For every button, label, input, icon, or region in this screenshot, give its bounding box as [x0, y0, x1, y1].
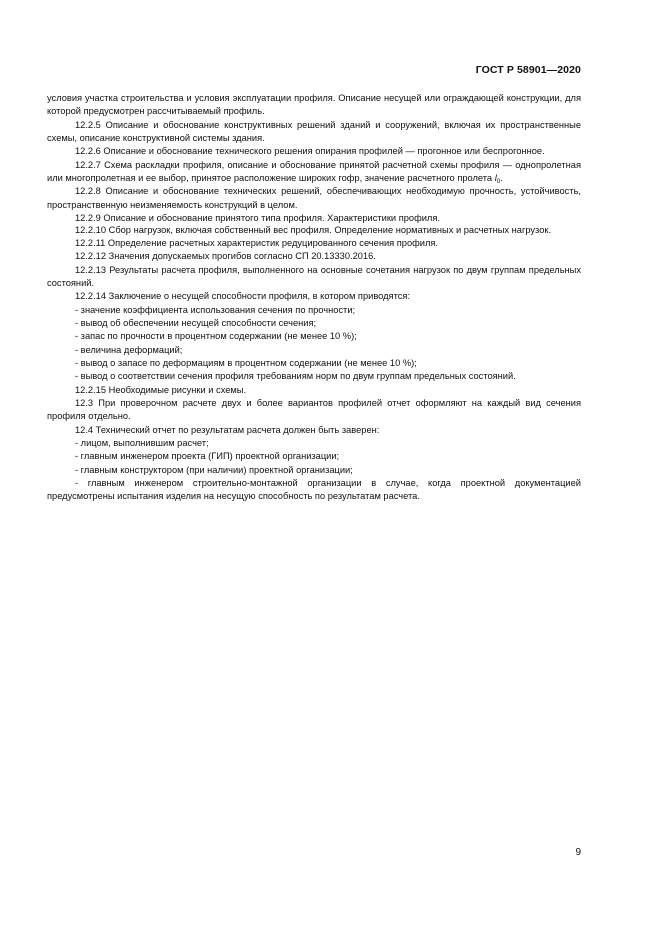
list-item: - вывод об обеспечении несущей способности сечения; — [75, 318, 317, 328]
list-item: - величина деформаций; — [75, 344, 183, 355]
paragraph-12-2-9: 12.2.9 Описание и обоснование принятого типа профиля. Характеристики профиля. — [75, 213, 440, 224]
list-item: - главным инженером строительно-монтажной организации в случае, когда проектной документацией предусмотрены испытания изделия на несущую способность по результатам расчета. — [47, 478, 581, 502]
paragraph-12-2-14: 12.2.14 Заключение о несущей способности профиля, в котором приводятся: — [75, 291, 411, 302]
list-item: - запас по прочности в процентном содержании (не менее 10 %); — [75, 331, 357, 342]
paragraph-12-2-12: 12.2.12 Значения допускаемых прогибов согласно СП 20.13330.2016. — [75, 251, 376, 262]
paragraph-12-2-11: 12.2.11 Определение расчетных характеристик редуцированного сечения профиля. — [75, 237, 439, 248]
span-length-symbol: l — [494, 173, 497, 184]
span-length-subscript: 0 — [496, 178, 501, 186]
paragraph-12-2-6: 12.2.6 Описание и обоснование технического решения опирания профилей — прогонное или беспрогонное. — [75, 146, 545, 157]
list-item: - лицом, выполнившим расчет; — [75, 438, 209, 449]
paragraph-12-2-15: 12.2.15 Необходимые рисунки и схемы. — [75, 384, 247, 395]
list-item: - вывод о запасе по деформациям в процентном содержании (не менее 10 %); — [75, 358, 417, 369]
paragraph-12-2-7-text: 12.2.7 Схема раскладки профиля, описание и обоснование принятой расчетной схемы профиля — однопролетная или многопролетная и ее выбор, принятое расположение широких гофр, значение расчетного пролета — [47, 159, 581, 184]
paragraph-12-2-10: 12.2.10 Сбор нагрузок, включая собственный вес профиля. Определение нормативных и расчетных нагрузок. — [75, 225, 552, 236]
paragraph-12-2-5: 12.2.5 Описание и обоснование конструктивных решений зданий и сооружений, включая их пространственные схемы, описание конструктивной системы здания. — [47, 119, 581, 144]
paragraph-continuation: условия участка строительства и условия эксплуатации профиля. Описание несущей или ограждающей конструкции, для которой предусмотрен рассчитываемый профиль. — [47, 93, 581, 117]
list-item: - вывод о соответствии сечения профиля требованиям норм по двум группам предельных состояний. — [75, 371, 516, 382]
page-number: 9 — [575, 847, 581, 858]
list-item: - главным инженером проекта (ГИП) проектной организации; — [75, 451, 340, 462]
paragraph-12-2-8: 12.2.8 Описание и обоснование технических решений, обеспечивающих необходимую прочность, устойчивость, пространственную неизменяемость конструкций в целом. — [47, 186, 581, 210]
paragraph-12-3: 12.3 При проверочном расчете двух и более вариантов профилей отчет оформляют на каждый вид сечения профиля отдельно. — [47, 398, 581, 422]
document-body — [47, 92, 581, 504]
list-item: - главным конструктором (при наличии) проектной организации; — [75, 464, 353, 475]
list-item: - значение коэффициента использования сечения по прочности; — [75, 304, 356, 315]
paragraph-12-2-13: 12.2.13 Результаты расчета профиля, выполненного на основные сочетания нагрузок по двум группам предельных состояний. — [47, 264, 581, 288]
paragraph-12-4: 12.4 Технический отчет по результатам расчета должен быть заверен: — [75, 424, 380, 435]
paragraph-12-2-7-end: . — [500, 173, 503, 184]
document-header-code: ГОСТ Р 58901—2020 — [475, 64, 581, 76]
paragraph-12-2-7 — [47, 159, 581, 186]
